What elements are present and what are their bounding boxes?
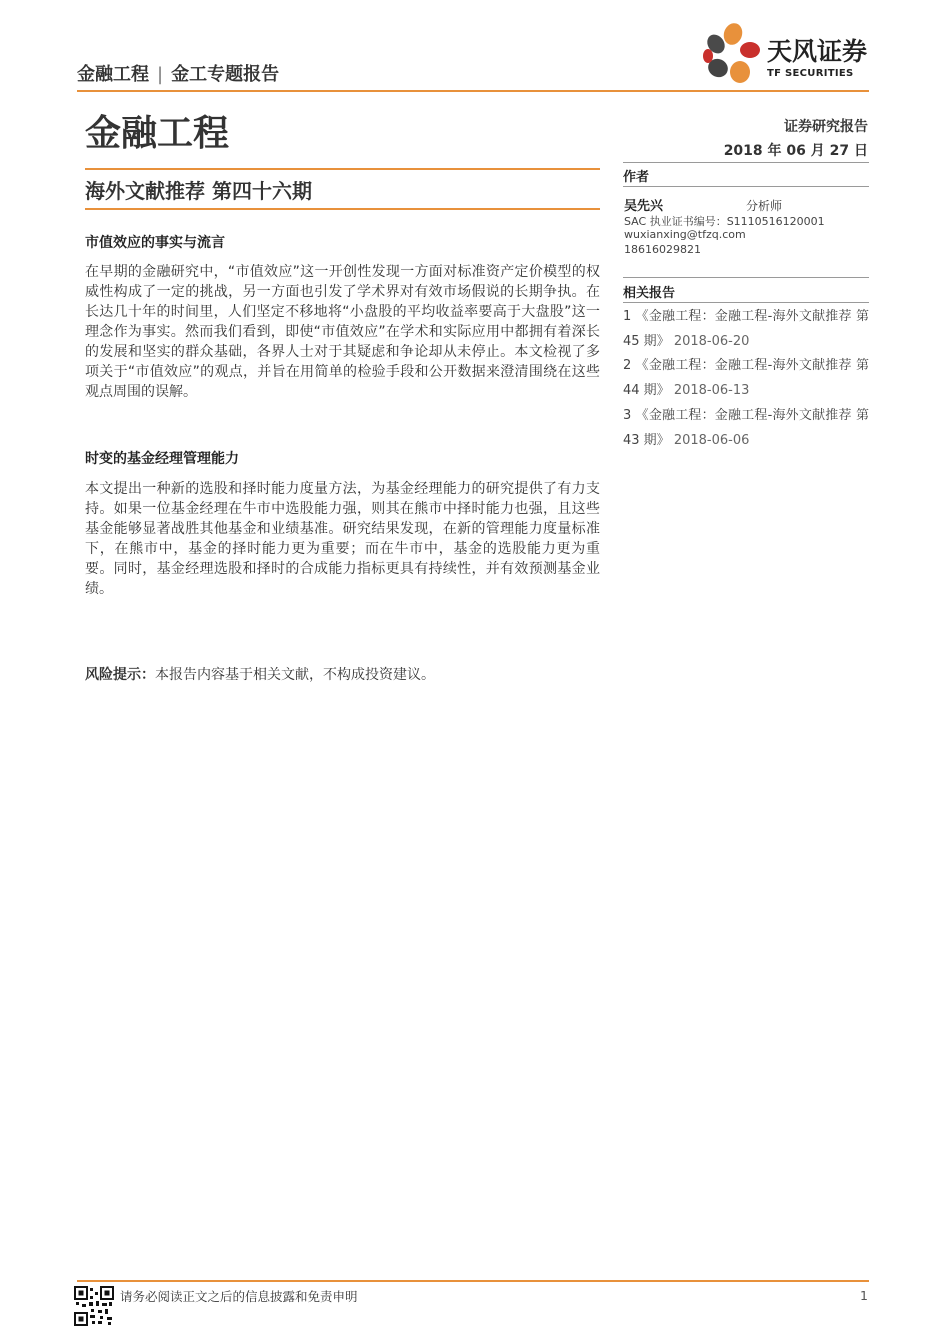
subtitle-rule-top bbox=[85, 168, 600, 170]
header-report-series: 金工专题报告 bbox=[171, 64, 280, 85]
section-body: 本文提出一种新的选股和择时能力度量方法，为基金经理能力的研究提供了有力支持。如果一位基金经理在牛市中选股能力强，则其在熊市中择时能力也强，且这些基金能够显著战胜其他基金和业绩基准。研究结果发现，在新的管理能力度量标准下，在熊市中，基金的择时能力更为重要；而在牛市中，基金的选股能力更为重要。同时，基金经理选股和择时的合成能力指标更具有持续性，并有效预测基金业绩。 bbox=[85, 481, 600, 597]
author-email[interactable]: wuxianxing@tfzq.com bbox=[624, 228, 746, 241]
author-role: 分析师 bbox=[746, 199, 783, 213]
sidebar-divider bbox=[623, 277, 869, 278]
header-rule bbox=[77, 90, 869, 92]
author-phone: 18616029821 bbox=[624, 243, 701, 256]
sidebar-divider bbox=[623, 302, 869, 303]
report-date: 2018 年 06 月 27 日 bbox=[723, 143, 868, 159]
logo-name-en: TF SECURITIES bbox=[767, 68, 854, 79]
related-report-title[interactable]: 《金融工程：金融工程-海外文献推荐 第 43 期》 bbox=[623, 408, 870, 448]
report-type: 证券研究报告 bbox=[784, 119, 868, 135]
author-sac-number: SAC 执业证书编号：S1110516120001 bbox=[624, 215, 825, 228]
related-report-num: 2 bbox=[623, 358, 632, 373]
related-report-date: 2018-06-13 bbox=[673, 383, 750, 398]
related-report-date: 2018-06-06 bbox=[673, 433, 750, 448]
risk-text: 本报告内容基于相关文献，不构成投资建议。 bbox=[155, 667, 435, 683]
related-report-num: 1 bbox=[623, 309, 632, 324]
logo-name-cn: 天风证券 bbox=[767, 37, 868, 66]
related-report-title[interactable]: 《金融工程：金融工程-海外文献推荐 第 45 期》 bbox=[623, 309, 870, 349]
related-report-num: 3 bbox=[623, 408, 632, 423]
qr-code-icon bbox=[74, 1286, 114, 1326]
sidebar-divider bbox=[623, 162, 869, 163]
footer-disclaimer: 请务必阅读正文之后的信息披露和免责申明 bbox=[120, 1289, 358, 1304]
section-body: 在早期的金融研究中，“市值效应”这一开创性发现一方面对标准资产定价模型的权威性构成了一定的挑战，另一方面也引发了学术界对有效市场假说的长期争执。在长达几十年的时间里，人们坚定不移地将“小盘股的平均收益率要高于大盘股”这一理念作为事实。然而我们看到，即使“市值效应”在学术和实际应用中都拥有着深长的发展和坚实的群众基础，各界人士对于其疑虑和争论却从未停止。本文检视了多项关于“市值效应”的观点，并旨在用简单的检验手段和公开数据来澄清围绕在这些观点周围的误解。 bbox=[85, 264, 600, 400]
page-number: 1 bbox=[860, 1288, 868, 1303]
header-separator: | bbox=[157, 64, 164, 85]
related-report-item[interactable] bbox=[623, 403, 869, 453]
related-report-title[interactable]: 《金融工程：金融工程-海外文献推荐 第 44 期》 bbox=[623, 358, 870, 398]
page-title: 金融工程 bbox=[85, 113, 230, 154]
flower-logo-icon bbox=[700, 20, 764, 92]
related-report-item[interactable] bbox=[623, 353, 869, 403]
related-report-item[interactable] bbox=[623, 304, 869, 354]
sidebar-divider bbox=[623, 186, 869, 187]
report-subtitle: 海外文献推荐 第四十六期 bbox=[85, 179, 312, 203]
related-report-date: 2018-06-20 bbox=[673, 334, 750, 349]
qr-code-graphic bbox=[74, 1286, 114, 1326]
section-heading: 时变的基金经理管理能力 bbox=[85, 451, 239, 467]
header-category: 金融工程 bbox=[77, 64, 149, 85]
related-reports-label: 相关报告 bbox=[623, 286, 676, 301]
subtitle-rule-bottom bbox=[85, 208, 600, 210]
header-breadcrumb bbox=[77, 60, 279, 86]
footer-rule bbox=[77, 1280, 869, 1282]
risk-label: 风险提示： bbox=[85, 667, 155, 683]
author-name: 吴先兴 bbox=[624, 199, 664, 214]
author-label: 作者 bbox=[623, 170, 650, 185]
section-heading: 市值效应的事实与流言 bbox=[85, 235, 225, 251]
company-logo bbox=[700, 20, 875, 92]
risk-warning bbox=[85, 664, 435, 684]
